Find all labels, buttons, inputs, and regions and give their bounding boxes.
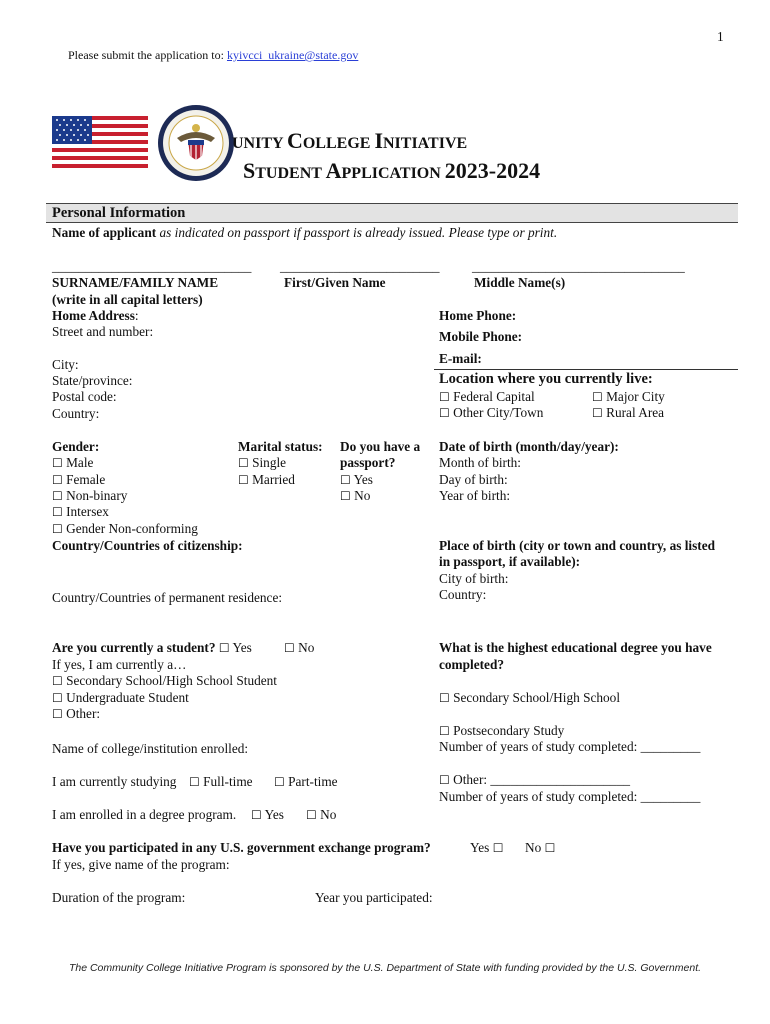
checkbox-icon: ☐ bbox=[52, 674, 63, 688]
application-title: STUDENT APPLICATION 2023-2024 bbox=[243, 158, 541, 183]
marital-single-option[interactable]: ☐ Single bbox=[238, 455, 287, 470]
checkbox-icon: ☐ bbox=[218, 641, 230, 655]
page-number: 1 bbox=[717, 29, 724, 44]
parttime-option[interactable]: ☐ Part-time bbox=[274, 774, 338, 789]
checkbox-icon: ☐ bbox=[189, 775, 200, 789]
student-yes-option[interactable]: ☐ Yes bbox=[218, 640, 252, 655]
student-other-option[interactable]: ☐ Other: bbox=[52, 706, 101, 721]
fulltime-option[interactable]: ☐ Full-time bbox=[189, 774, 253, 789]
checkbox-icon: ☐ bbox=[439, 773, 450, 787]
given-name-line[interactable]: ________________________ bbox=[280, 259, 440, 274]
checkbox-icon: ☐ bbox=[544, 841, 556, 855]
gender-nonconforming-option[interactable]: ☐ Gender Non-conforming bbox=[52, 521, 198, 536]
checkbox-icon: ☐ bbox=[52, 473, 63, 487]
name-instruction: Name of applicant as indicated on passport if passport is already issued. Please type or print. bbox=[52, 225, 558, 240]
checkbox-icon: ☐ bbox=[340, 473, 351, 487]
passport-question-line2: passport? bbox=[340, 455, 396, 470]
student-undergraduate-option[interactable]: ☐ Undergraduate Student bbox=[52, 690, 189, 705]
exchange-program-name-label: If yes, give name of the program: bbox=[52, 857, 230, 872]
checkbox-icon: ☐ bbox=[52, 456, 63, 470]
other-years-field[interactable]: Number of years of study completed: _________ bbox=[439, 789, 701, 804]
degree-postsecondary-option[interactable]: ☐ Postsecondary Study bbox=[439, 723, 565, 738]
gender-male-option[interactable]: ☐ Male bbox=[52, 455, 94, 470]
submit-email-link[interactable]: kyivcci_ukraine@state.gov bbox=[226, 48, 359, 62]
location-major-city-option[interactable]: ☐ Major City bbox=[592, 389, 665, 404]
citizenship-label: Country/Countries of citizenship: bbox=[52, 538, 243, 553]
home-address-label: Home Address: bbox=[52, 308, 139, 323]
degree-secondary-option[interactable]: ☐ Secondary School/High School bbox=[439, 690, 621, 705]
checkbox-icon: ☐ bbox=[439, 390, 450, 404]
country-of-birth-label: Country: bbox=[439, 587, 487, 602]
checkbox-icon: ☐ bbox=[52, 691, 63, 705]
student-no-option[interactable]: ☐ No bbox=[284, 640, 315, 655]
checkbox-icon: ☐ bbox=[52, 707, 63, 721]
middle-name-label: Middle Name(s) bbox=[474, 275, 566, 290]
given-name-label: First/Given Name bbox=[284, 275, 386, 290]
postsecondary-years-field[interactable]: Number of years of study completed: _________ bbox=[439, 739, 701, 754]
year-participated-label: Year you participated: bbox=[315, 890, 433, 905]
checkbox-icon: ☐ bbox=[52, 522, 63, 536]
mobile-phone-label: Mobile Phone: bbox=[439, 329, 523, 344]
city-label: City: bbox=[52, 357, 79, 372]
passport-no-option[interactable]: ☐ No bbox=[340, 488, 371, 503]
checkbox-icon: ☐ bbox=[238, 456, 249, 470]
checkbox-icon: ☐ bbox=[306, 808, 317, 822]
checkbox-icon: ☐ bbox=[52, 489, 63, 503]
studying-label: I am currently studying bbox=[52, 774, 177, 789]
year-of-birth-label: Year of birth: bbox=[439, 488, 511, 503]
state-department-seal-image bbox=[157, 104, 235, 182]
checkbox-icon: ☐ bbox=[274, 775, 285, 789]
checkbox-icon: ☐ bbox=[439, 724, 450, 738]
checkbox-icon: ☐ bbox=[439, 406, 450, 420]
application-year: 2023-2024 bbox=[444, 158, 541, 183]
country-label: Country: bbox=[52, 406, 100, 421]
gender-nonbinary-option[interactable]: ☐ Non-binary bbox=[52, 488, 128, 503]
passport-yes-option[interactable]: ☐ Yes bbox=[340, 472, 373, 487]
checkbox-icon: ☐ bbox=[251, 808, 262, 822]
degree-program-label: I am enrolled in a degree program. bbox=[52, 807, 237, 822]
location-divider bbox=[434, 369, 738, 370]
checkbox-icon: ☐ bbox=[439, 691, 450, 705]
surname-label: SURNAME/FAMILY NAME bbox=[52, 275, 219, 290]
highest-degree-question-line2: completed? bbox=[439, 657, 504, 672]
submit-instruction bbox=[68, 48, 358, 63]
surname-note: (write in all capital letters) bbox=[52, 292, 203, 307]
surname-line[interactable]: ______________________________ bbox=[52, 259, 252, 274]
checkbox-icon: ☐ bbox=[284, 641, 295, 655]
checkbox-icon: ☐ bbox=[238, 473, 249, 487]
exchange-no-option[interactable]: No ☐ bbox=[525, 840, 556, 855]
degree-program-no-option[interactable]: ☐ No bbox=[306, 807, 337, 822]
home-phone-label: Home Phone: bbox=[439, 308, 517, 323]
gender-intersex-option[interactable]: ☐ Intersex bbox=[52, 504, 109, 519]
student-question: Are you currently a student? ☐ Yes bbox=[52, 640, 252, 655]
date-of-birth-label: Date of birth (month/day/year): bbox=[439, 439, 619, 454]
place-of-birth-label-line2: in passport, if available): bbox=[439, 554, 581, 569]
degree-other-option[interactable]: ☐ Other: _____________________ bbox=[439, 772, 631, 787]
location-rural-area-option[interactable]: ☐ Rural Area bbox=[592, 405, 665, 420]
email-label: E-mail: bbox=[439, 351, 482, 366]
place-of-birth-label-line1: Place of birth (city or town and country, as listed bbox=[439, 538, 716, 553]
checkbox-icon: ☐ bbox=[592, 390, 603, 404]
degree-program-yes-option[interactable]: ☐ Yes bbox=[251, 807, 284, 822]
postal-code-label: Postal code: bbox=[52, 389, 117, 404]
program-duration-label: Duration of the program: bbox=[52, 890, 186, 905]
city-of-birth-label: City of birth: bbox=[439, 571, 509, 586]
month-of-birth-label: Month of birth: bbox=[439, 455, 521, 470]
sponsor-footer: The Community College Initiative Program is sponsored by the U.S. Department of State with funding provided by the U.S. Government. bbox=[68, 962, 702, 974]
state-label: State/province: bbox=[52, 373, 133, 388]
highest-degree-question-line1: What is the highest educational degree you have bbox=[439, 640, 712, 655]
student-secondary-option[interactable]: ☐ Secondary School/High School Student bbox=[52, 673, 277, 688]
exchange-program-question: Have you participated in any U.S. government exchange program? bbox=[52, 840, 431, 855]
location-other-city-option[interactable]: ☐ Other City/Town bbox=[439, 405, 544, 420]
exchange-yes-option[interactable]: Yes ☐ bbox=[470, 840, 504, 855]
gender-female-option[interactable]: ☐ Female bbox=[52, 472, 106, 487]
us-flag-image bbox=[52, 116, 148, 168]
program-title: UNITY COLLEGE INITIATIVE bbox=[232, 128, 468, 153]
checkbox-icon: ☐ bbox=[592, 406, 603, 420]
submit-prefix: Please submit the application to: bbox=[68, 48, 227, 62]
if-yes-student-label: If yes, I am currently a… bbox=[52, 657, 187, 672]
location-federal-capital-option[interactable]: ☐ Federal Capital bbox=[439, 389, 535, 404]
checkbox-icon: ☐ bbox=[340, 489, 351, 503]
permanent-residence-label: Country/Countries of permanent residence: bbox=[52, 590, 283, 605]
checkbox-icon: ☐ bbox=[492, 841, 504, 855]
college-enrolled-label: Name of college/institution enrolled: bbox=[52, 741, 249, 756]
gender-label: Gender: bbox=[52, 439, 100, 454]
marital-married-option[interactable]: ☐ Married bbox=[238, 472, 295, 487]
day-of-birth-label: Day of birth: bbox=[439, 472, 508, 487]
checkbox-icon: ☐ bbox=[52, 505, 63, 519]
location-heading: Location where you currently live: bbox=[439, 371, 653, 387]
passport-question-line1: Do you have a bbox=[340, 439, 421, 454]
section-heading-personal-information: Personal Information bbox=[52, 205, 186, 221]
marital-status-label: Marital status: bbox=[238, 439, 323, 454]
street-label: Street and number: bbox=[52, 324, 154, 339]
middle-name-line[interactable]: ________________________________ bbox=[472, 259, 685, 274]
